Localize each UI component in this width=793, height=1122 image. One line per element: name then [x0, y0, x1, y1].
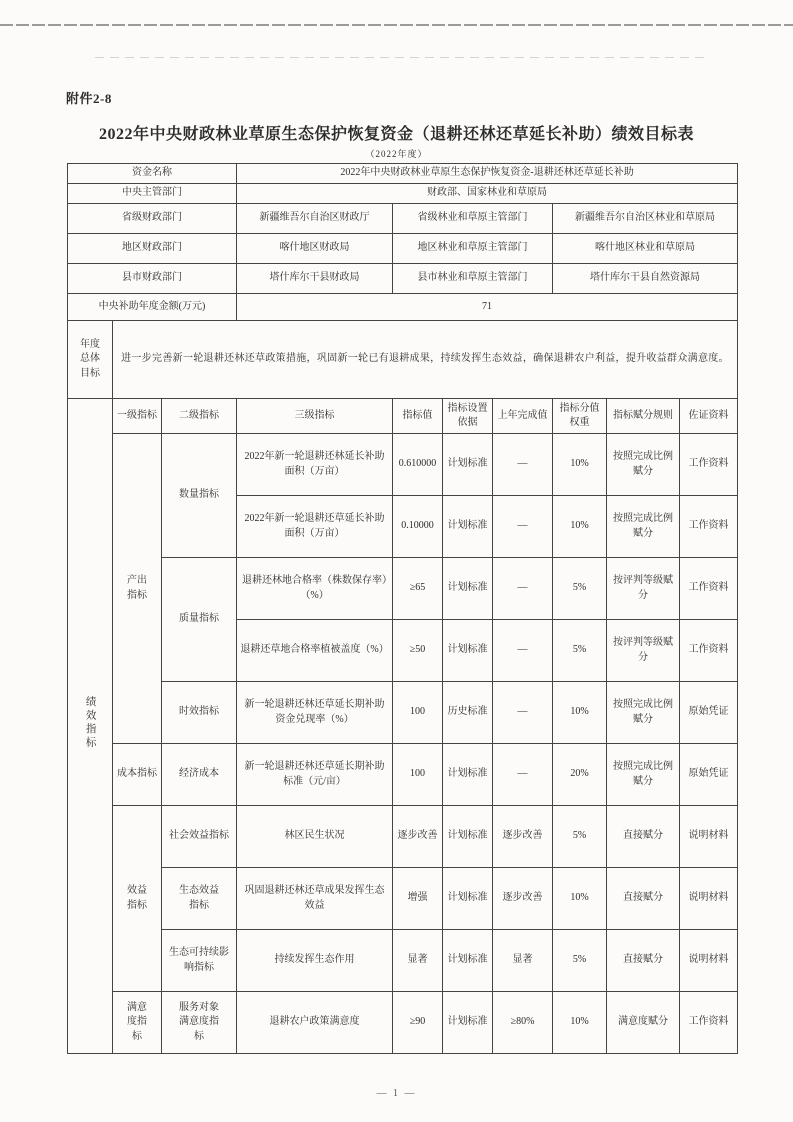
cell-prev: — [493, 682, 553, 744]
annual-amount-label: 中央补助年度金额(万元) [68, 294, 237, 321]
cell-basis: 计划标准 [443, 558, 493, 620]
table-row [68, 264, 738, 294]
cell-rule: 按评判等级赋分 [607, 558, 680, 620]
table-row [68, 682, 738, 744]
level2-timeliness: 时效指标 [162, 682, 237, 744]
cell-level3: 2022年新一轮退耕还林延长补助面积（万亩） [237, 434, 393, 496]
fund-name-label: 资金名称 [68, 164, 237, 184]
scan-artifact-line [95, 57, 705, 58]
cell-weight: 5% [553, 620, 607, 682]
cell-level3: 林区民生状况 [237, 806, 393, 868]
col-header-level2: 二级指标 [162, 399, 237, 434]
cell-prev: 逐步改善 [493, 868, 553, 930]
cell-weight: 10% [553, 496, 607, 558]
cell-level3: 巩固退耕还林还草成果发挥生态效益 [237, 868, 393, 930]
cell-evidence: 说明材料 [680, 930, 738, 992]
table-row [68, 744, 738, 806]
cell-value: ≥65 [393, 558, 443, 620]
level2-eco-sustainability: 生态可持续影响指标 [162, 930, 237, 992]
page-number: — 1 — [376, 1088, 417, 1099]
scan-artifact-line [0, 24, 793, 26]
table-row [68, 184, 738, 204]
cell-basis: 计划标准 [443, 868, 493, 930]
cell-weight: 5% [553, 558, 607, 620]
page-title: 2022年中央财政林业草原生态保护恢复资金（退耕还林还草延长补助）绩效目标表 [98, 126, 694, 143]
cell-rule: 直接赋分 [607, 806, 680, 868]
cell-prev: 逐步改善 [493, 806, 553, 868]
col-header-value: 指标值 [393, 399, 443, 434]
prefecture-forestry-label: 地区林业和草原主管部门 [393, 234, 553, 264]
cell-rule: 按照完成比例赋分 [607, 434, 680, 496]
cell-evidence: 工作资料 [680, 434, 738, 496]
col-header-level1: 一级指标 [113, 399, 162, 434]
cell-basis: 计划标准 [443, 992, 493, 1054]
annual-goal-label: 年度总体目标 [68, 321, 113, 399]
table-row [68, 434, 738, 496]
cell-value: 逐步改善 [393, 806, 443, 868]
level2-eco-benefit: 生态效益指标 [162, 868, 237, 930]
county-forestry-value: 塔什库尔干县自然资源局 [553, 264, 738, 294]
cell-rule: 按照完成比例赋分 [607, 682, 680, 744]
cell-basis: 计划标准 [443, 744, 493, 806]
cell-value: 0.610000 [393, 434, 443, 496]
level2-economic-cost: 经济成本 [162, 744, 237, 806]
cell-basis: 计划标准 [443, 620, 493, 682]
cell-prev: — [493, 744, 553, 806]
table-row [68, 992, 738, 1054]
level2-social-benefit: 社会效益指标 [162, 806, 237, 868]
cell-rule: 直接赋分 [607, 930, 680, 992]
cell-weight: 10% [553, 992, 607, 1054]
provincial-forestry-value: 新疆维吾尔自治区林业和草原局 [553, 204, 738, 234]
cell-weight: 10% [553, 868, 607, 930]
cell-rule: 直接赋分 [607, 868, 680, 930]
level1-satisfaction: 满意度指标 [113, 992, 162, 1054]
prefecture-forestry-value: 喀什地区林业和草原局 [553, 234, 738, 264]
cell-rule: 按照完成比例赋分 [607, 744, 680, 806]
table-row [68, 806, 738, 868]
cell-level3: 2022年新一轮退耕还草延长补助面积（万亩） [237, 496, 393, 558]
cell-evidence: 工作资料 [680, 496, 738, 558]
cell-evidence: 工作资料 [680, 620, 738, 682]
table-row [68, 234, 738, 264]
provincial-finance-label: 省级财政部门 [68, 204, 237, 234]
cell-level3: 退耕还林地合格率（株数保存率）（%） [237, 558, 393, 620]
cell-prev: — [493, 558, 553, 620]
annual-goal-text: 进一步完善新一轮退耕还林还草政策措施，巩固新一轮已有退耕成果，持续发挥生态效益，确保退耕农户利益，提升收益群众满意度。 [113, 321, 738, 399]
cell-prev: — [493, 496, 553, 558]
cell-evidence: 工作资料 [680, 558, 738, 620]
provincial-forestry-label: 省级林业和草原主管部门 [393, 204, 553, 234]
county-finance-label: 县市财政部门 [68, 264, 237, 294]
cell-value: 增强 [393, 868, 443, 930]
level1-cost: 成本指标 [113, 744, 162, 806]
central-dept-value: 财政部、国家林业和草原局 [237, 184, 738, 204]
cell-rule: 按评判等级赋分 [607, 620, 680, 682]
cell-basis: 计划标准 [443, 806, 493, 868]
cell-weight: 10% [553, 682, 607, 744]
col-header-basis: 指标设置依据 [443, 399, 493, 434]
attachment-label: 附件2-8 [66, 91, 112, 106]
cell-basis: 计划标准 [443, 434, 493, 496]
county-finance-value: 塔什库尔干县财政局 [237, 264, 393, 294]
level1-output: 产出指标 [113, 434, 162, 744]
cell-evidence: 工作资料 [680, 992, 738, 1054]
cell-evidence: 原始凭证 [680, 744, 738, 806]
fund-name-value: 2022年中央财政林业草原生态保护恢复资金-退耕还林还草延长补助 [237, 164, 738, 184]
cell-level3: 退耕农户政策满意度 [237, 992, 393, 1054]
col-header-evidence: 佐证资料 [680, 399, 738, 434]
cell-prev: — [493, 620, 553, 682]
cell-value: 0.10000 [393, 496, 443, 558]
col-header-prev-year: 上年完成值 [493, 399, 553, 434]
table-row [68, 930, 738, 992]
performance-section-label: 绩效指标 [68, 399, 113, 1054]
performance-target-table [67, 163, 738, 1054]
cell-prev: 显著 [493, 930, 553, 992]
table-row [68, 204, 738, 234]
level2-quality: 质量指标 [162, 558, 237, 682]
page-subtitle: （2022年度） [365, 149, 428, 159]
cell-value: 100 [393, 682, 443, 744]
table-row [68, 399, 738, 434]
provincial-finance-value: 新疆维吾尔自治区财政厅 [237, 204, 393, 234]
cell-basis: 历史标准 [443, 682, 493, 744]
cell-prev: — [493, 434, 553, 496]
cell-weight: 10% [553, 434, 607, 496]
cell-basis: 计划标准 [443, 496, 493, 558]
cell-weight: 5% [553, 806, 607, 868]
cell-rule: 满意度赋分 [607, 992, 680, 1054]
level1-benefit: 效益指标 [113, 806, 162, 992]
table-row [68, 294, 738, 321]
cell-weight: 20% [553, 744, 607, 806]
level2-quantity: 数量指标 [162, 434, 237, 558]
prefecture-finance-label: 地区财政部门 [68, 234, 237, 264]
cell-level3: 持续发挥生态作用 [237, 930, 393, 992]
cell-evidence: 说明材料 [680, 806, 738, 868]
central-dept-label: 中央主管部门 [68, 184, 237, 204]
annual-amount-value: 71 [237, 294, 738, 321]
cell-basis: 计划标准 [443, 930, 493, 992]
table-row [68, 558, 738, 620]
col-header-level3: 三级指标 [237, 399, 393, 434]
level2-service-satisfaction: 服务对象满意度指标 [162, 992, 237, 1054]
cell-prev: ≥80% [493, 992, 553, 1054]
col-header-weight: 指标分值权重 [553, 399, 607, 434]
cell-level3: 新一轮退耕还林还草延长期补助标准（元/亩） [237, 744, 393, 806]
table-row [68, 164, 738, 184]
cell-weight: 5% [553, 930, 607, 992]
cell-value: 显著 [393, 930, 443, 992]
cell-rule: 按照完成比例赋分 [607, 496, 680, 558]
cell-evidence: 说明材料 [680, 868, 738, 930]
prefecture-finance-value: 喀什地区财政局 [237, 234, 393, 264]
col-header-scoring-rule: 指标赋分规则 [607, 399, 680, 434]
county-forestry-label: 县市林业和草原主管部门 [393, 264, 553, 294]
cell-value: ≥50 [393, 620, 443, 682]
cell-evidence: 原始凭证 [680, 682, 738, 744]
cell-level3: 新一轮退耕还林还草延长期补助资金兑现率（%） [237, 682, 393, 744]
table-row [68, 868, 738, 930]
cell-value: ≥90 [393, 992, 443, 1054]
table-row [68, 321, 738, 399]
cell-level3: 退耕还草地合格率植被盖度（%） [237, 620, 393, 682]
cell-value: 100 [393, 744, 443, 806]
